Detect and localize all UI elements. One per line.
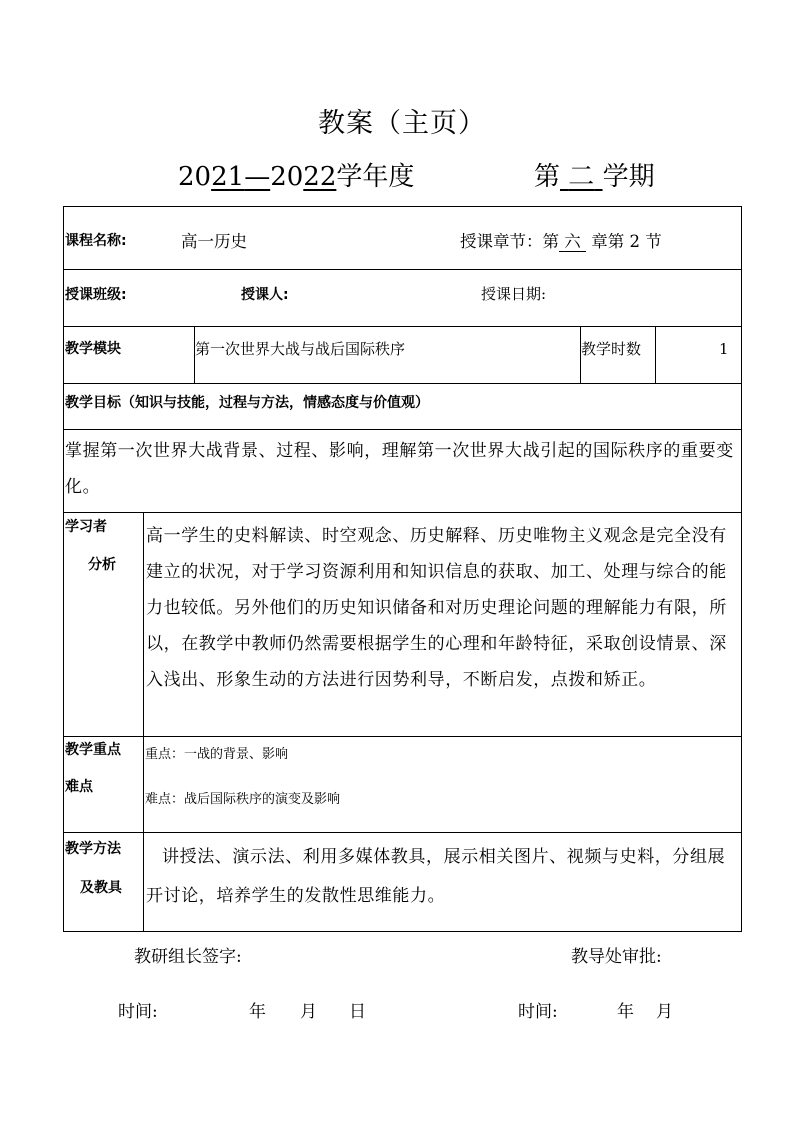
year-end: 2022 [270, 162, 337, 192]
page-title: 教案（主页） [318, 108, 486, 139]
chapter-value: 六 [564, 232, 581, 251]
row-divider [64, 383, 741, 384]
chapter-field: 授课章节：第 六 章第 2 节 [460, 232, 662, 251]
column-divider [143, 512, 144, 932]
year-label-left: 年 [249, 1002, 266, 1022]
year-separator: — [244, 162, 271, 192]
time-label-right: 时间: [518, 1002, 558, 1022]
row-divider [64, 269, 741, 270]
difficult-point-text: 难点：战后国际秩序的演变及影响 [145, 792, 341, 807]
objectives-label: 教学目标（知识与技能，过程与方法，情感态度与价值观） [65, 395, 429, 411]
year-label: 学年度 [336, 162, 415, 192]
row-divider [64, 326, 741, 327]
keypoints-label-line2: 难点 [65, 779, 93, 795]
hours-value: 1 [719, 340, 729, 358]
year-start: 2021 [178, 162, 245, 192]
methods-text: 讲授法、演示法、利用多媒体教具，展示相关图片、视频与史料，分组展开讨论，培养学生的发散性思维能力。 [146, 847, 726, 906]
month-label-left: 月 [300, 1002, 317, 1022]
module-label: 教学模块 [65, 341, 121, 357]
class-label: 授课班级: [65, 287, 127, 303]
day-label-left: 日 [349, 1002, 366, 1022]
term-prefix: 第 [534, 162, 561, 192]
academic-year [178, 156, 414, 193]
leader-sign-label: 教研组长签字: [134, 947, 242, 967]
course-name-value: 高一历史 [181, 232, 247, 251]
year-label-right: 年 [617, 1002, 634, 1022]
methods-label-line1: 教学方法 [65, 841, 121, 857]
date-label: 授课日期: [481, 285, 547, 303]
term-value: 二 [568, 162, 595, 192]
course-name-label: 课程名称: [65, 233, 127, 249]
teacher-label: 授课人: [241, 287, 289, 303]
hours-label: 教学时数 [581, 340, 642, 358]
time-label-left: 时间: [118, 1002, 158, 1022]
learners-label-line2: 分析 [88, 557, 116, 573]
module-value: 第一次世界大战与战后国际秩序 [195, 340, 406, 358]
keypoints-label-line1: 教学重点 [65, 742, 121, 758]
objectives-text: 掌握第一次世界大战背景、过程、影响，理解第一次世界大战引起的国际秩序的重要变化。 [65, 441, 734, 497]
key-point-text: 重点：一战的背景、影响 [145, 747, 289, 762]
row-divider [64, 736, 741, 737]
term-label: 学期 [602, 162, 655, 192]
term [534, 156, 655, 193]
row-divider [64, 512, 741, 513]
learners-text: 高一学生的史料解读、时空观念、历史解释、历史唯物主义观念是完全没有建立的状况，对于学习资源利用和知识信息的获取、加工、处理与综合的能力也较低。另外他们的历史知识储备和对历史理论问题的理解能力有限，所以，在教学中教师仍然需要根据学生的心理和年龄特征，采取创设情景、深入浅出、形象生动的方法进行因势利导，不断启发，点拨和矫正。 [146, 526, 727, 690]
office-approve-label: 教导处审批: [571, 947, 662, 967]
row-divider [64, 832, 741, 833]
column-divider [655, 326, 656, 383]
section-value: 2 [629, 232, 640, 251]
methods-label-line2: 及教具 [80, 880, 122, 896]
row-divider [64, 429, 741, 430]
learners-label-line1: 学习者 [65, 519, 107, 535]
month-label-right: 月 [656, 1002, 673, 1022]
